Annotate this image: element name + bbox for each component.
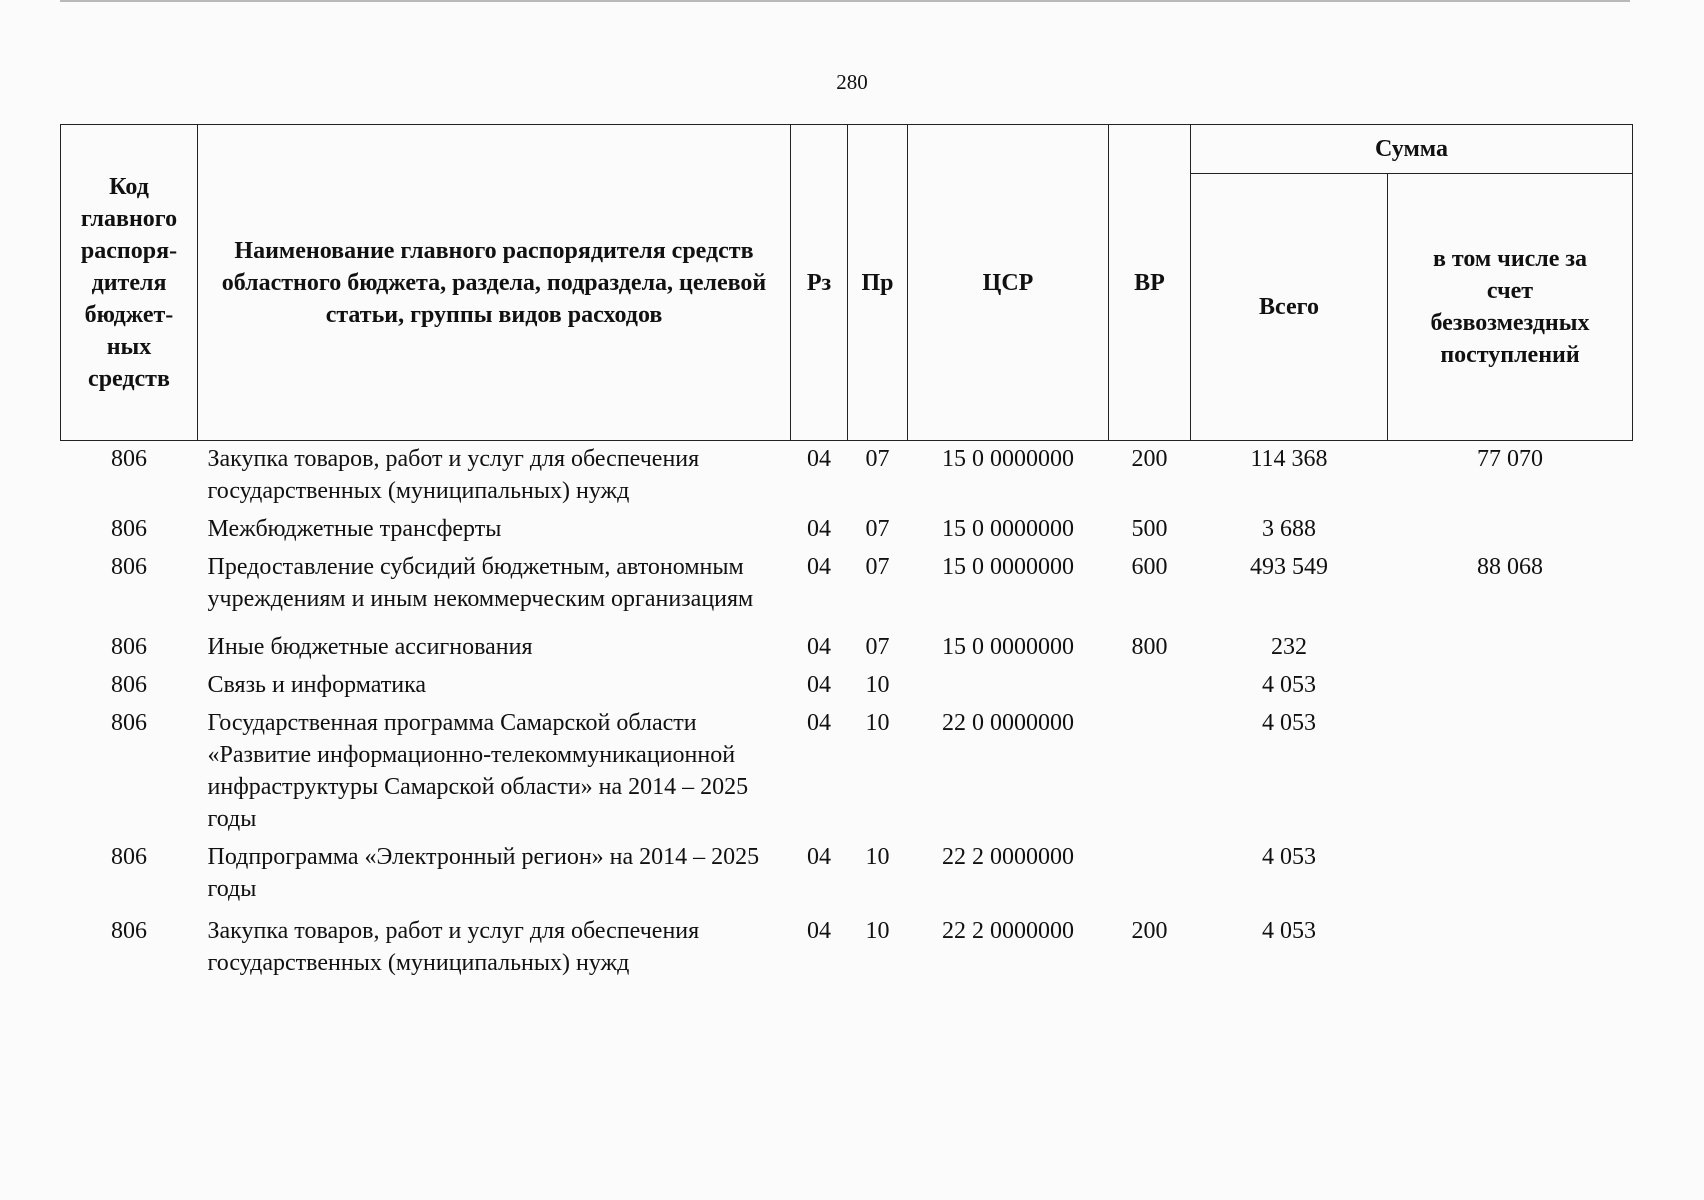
header-including-grants: в том числе за счет безвозмездных поступлений <box>1388 174 1633 441</box>
total-cell: 4 053 <box>1262 710 1316 736</box>
vr-cell: 200 <box>1131 918 1168 944</box>
table-header <box>61 125 1633 441</box>
vr-cell: 200 <box>1131 446 1168 472</box>
vr-cell: 500 <box>1131 516 1168 542</box>
code-cell: 806 <box>111 554 147 580</box>
page-number: 280 <box>836 70 868 94</box>
table-row <box>61 707 1633 841</box>
table-row <box>61 669 1633 707</box>
csr-cell: 15 0 0000000 <box>942 446 1074 472</box>
header-csr: ЦСР <box>908 125 1109 441</box>
header-pr: Пр <box>848 125 908 441</box>
vr-cell <box>1109 707 1191 841</box>
code-cell: 806 <box>111 446 147 472</box>
total-cell: 232 <box>1271 634 1307 660</box>
rz-cell: 04 <box>807 554 831 580</box>
header-name: Наименование главного распорядителя средств областного бюджета, раздела, подраздела, целевой статьи, группы видов расходов <box>198 125 791 441</box>
csr-cell <box>908 669 1109 707</box>
pr-cell: 10 <box>865 710 890 736</box>
name-cell: Связь и информатика <box>207 672 427 698</box>
pr-cell: 07 <box>865 554 890 580</box>
rz-cell: 04 <box>807 634 831 660</box>
code-cell: 806 <box>111 844 147 870</box>
rz-cell: 04 <box>807 844 831 870</box>
incl-cell: 77 070 <box>1477 446 1543 472</box>
table-row <box>61 441 1633 514</box>
budget-table <box>60 124 1633 985</box>
incl-cell <box>1388 631 1633 669</box>
code-cell: 806 <box>111 672 147 698</box>
table-row <box>61 513 1633 551</box>
csr-cell: 22 2 0000000 <box>942 918 1074 944</box>
rz-cell: 04 <box>807 918 831 944</box>
total-cell: 493 549 <box>1250 554 1328 580</box>
pr-cell: 10 <box>865 672 890 698</box>
csr-cell: 15 0 0000000 <box>942 554 1074 580</box>
vr-cell: 800 <box>1131 634 1168 660</box>
rz-cell: 04 <box>807 672 831 698</box>
name-cell: Закупка товаров, работ и услуг для обеспечения государственных (муниципальных) нужд <box>207 918 700 976</box>
incl-cell <box>1388 707 1633 841</box>
name-cell: Государственная программа Самарской области «Развитие информационно-телекоммуникационной инфраструктуры Самарской области» на 2014 – 2025 годы <box>207 710 749 832</box>
header-code: Код главного распоря-дителя бюджет-ных средств <box>61 125 198 441</box>
incl-cell <box>1388 841 1633 915</box>
incl-cell <box>1388 669 1633 707</box>
code-cell: 806 <box>111 634 147 660</box>
table-row <box>61 551 1633 631</box>
vr-cell <box>1109 669 1191 707</box>
name-cell: Подпрограмма «Электронный регион» на 2014 – 2025 годы <box>207 844 760 902</box>
code-cell: 806 <box>111 516 147 542</box>
pr-cell: 07 <box>865 634 890 660</box>
name-cell: Предоставление субсидий бюджетным, автономным учреждениям и иным некоммерческим организациям <box>207 554 754 612</box>
incl-cell <box>1388 513 1633 551</box>
vr-cell <box>1109 841 1191 915</box>
name-cell: Межбюджетные трансферты <box>207 516 502 542</box>
table-row <box>61 841 1633 915</box>
code-cell: 806 <box>111 710 147 736</box>
incl-cell: 88 068 <box>1477 554 1543 580</box>
total-cell: 4 053 <box>1262 672 1316 698</box>
pr-cell: 10 <box>865 918 890 944</box>
vr-cell: 600 <box>1131 554 1168 580</box>
total-cell: 4 053 <box>1262 918 1316 944</box>
table-row <box>61 915 1633 985</box>
csr-cell: 15 0 0000000 <box>942 634 1074 660</box>
header-total: Всего <box>1191 174 1388 441</box>
csr-cell: 22 2 0000000 <box>942 844 1074 870</box>
csr-cell: 15 0 0000000 <box>942 516 1074 542</box>
csr-cell: 22 0 0000000 <box>942 710 1074 736</box>
rz-cell: 04 <box>807 516 831 542</box>
header-vr: ВР <box>1109 125 1191 441</box>
header-sum: Сумма <box>1191 125 1633 174</box>
incl-cell <box>1388 915 1633 985</box>
total-cell: 3 688 <box>1262 516 1316 542</box>
header-rz: Рз <box>791 125 848 441</box>
total-cell: 4 053 <box>1262 844 1316 870</box>
pr-cell: 07 <box>865 446 890 472</box>
total-cell: 114 368 <box>1250 446 1328 472</box>
rz-cell: 04 <box>807 446 831 472</box>
pr-cell: 10 <box>865 844 890 870</box>
table-row <box>61 631 1633 669</box>
name-cell: Иные бюджетные ассигнования <box>207 634 533 660</box>
pr-cell: 07 <box>865 516 890 542</box>
rz-cell: 04 <box>807 710 831 736</box>
scan-top-rule <box>60 0 1630 2</box>
name-cell: Закупка товаров, работ и услуг для обеспечения государственных (муниципальных) нужд <box>207 446 700 504</box>
code-cell: 806 <box>111 918 147 944</box>
